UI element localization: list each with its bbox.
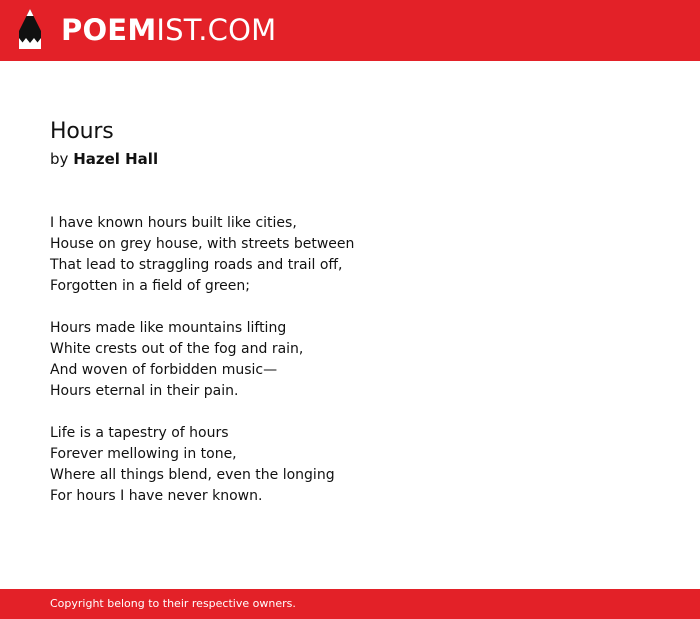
poem-line: Where all things blend, even the longing: [50, 467, 335, 483]
poem-line: Hours eternal in their pain.: [50, 383, 239, 399]
poem-line: For hours I have never known.: [50, 488, 263, 504]
poem-line: Forever mellowing in tone,: [50, 446, 237, 462]
brand-light-text: IST.COM: [156, 13, 277, 47]
poem-stanza-1: [50, 213, 650, 297]
poem-title: Hours: [50, 119, 114, 144]
poem-line: Hours made like mountains lifting: [50, 320, 287, 336]
poem-line: Forgotten in a field of green;: [50, 278, 250, 294]
poem-stanza-2: [50, 318, 650, 402]
poem-line: House on grey house, with streets between: [50, 236, 355, 252]
poem-author: Hazel Hall: [73, 150, 159, 168]
brand-name: [61, 8, 276, 52]
poem-line: Life is a tapestry of hours: [50, 425, 229, 441]
poem-body: [50, 213, 650, 507]
poem-line: White crests out of the fog and rain,: [50, 341, 304, 357]
site-footer: [0, 589, 700, 619]
poem-byline: [50, 151, 650, 167]
poem-line: I have known hours built like cities,: [50, 215, 297, 231]
byline-prefix: by: [50, 150, 69, 168]
poem-stanza-3: [50, 423, 650, 507]
site-header: [0, 0, 700, 61]
site-logo-link[interactable]: [16, 8, 276, 52]
copyright-text: Copyright belong to their respective owners.: [50, 597, 296, 610]
poem-content: [50, 113, 650, 528]
pencil-icon: [16, 8, 44, 52]
brand-bold-text: POEM: [61, 13, 157, 47]
poem-line: That lead to straggling roads and trail off,: [50, 257, 343, 273]
poem-line: And woven of forbidden music—: [50, 362, 278, 378]
